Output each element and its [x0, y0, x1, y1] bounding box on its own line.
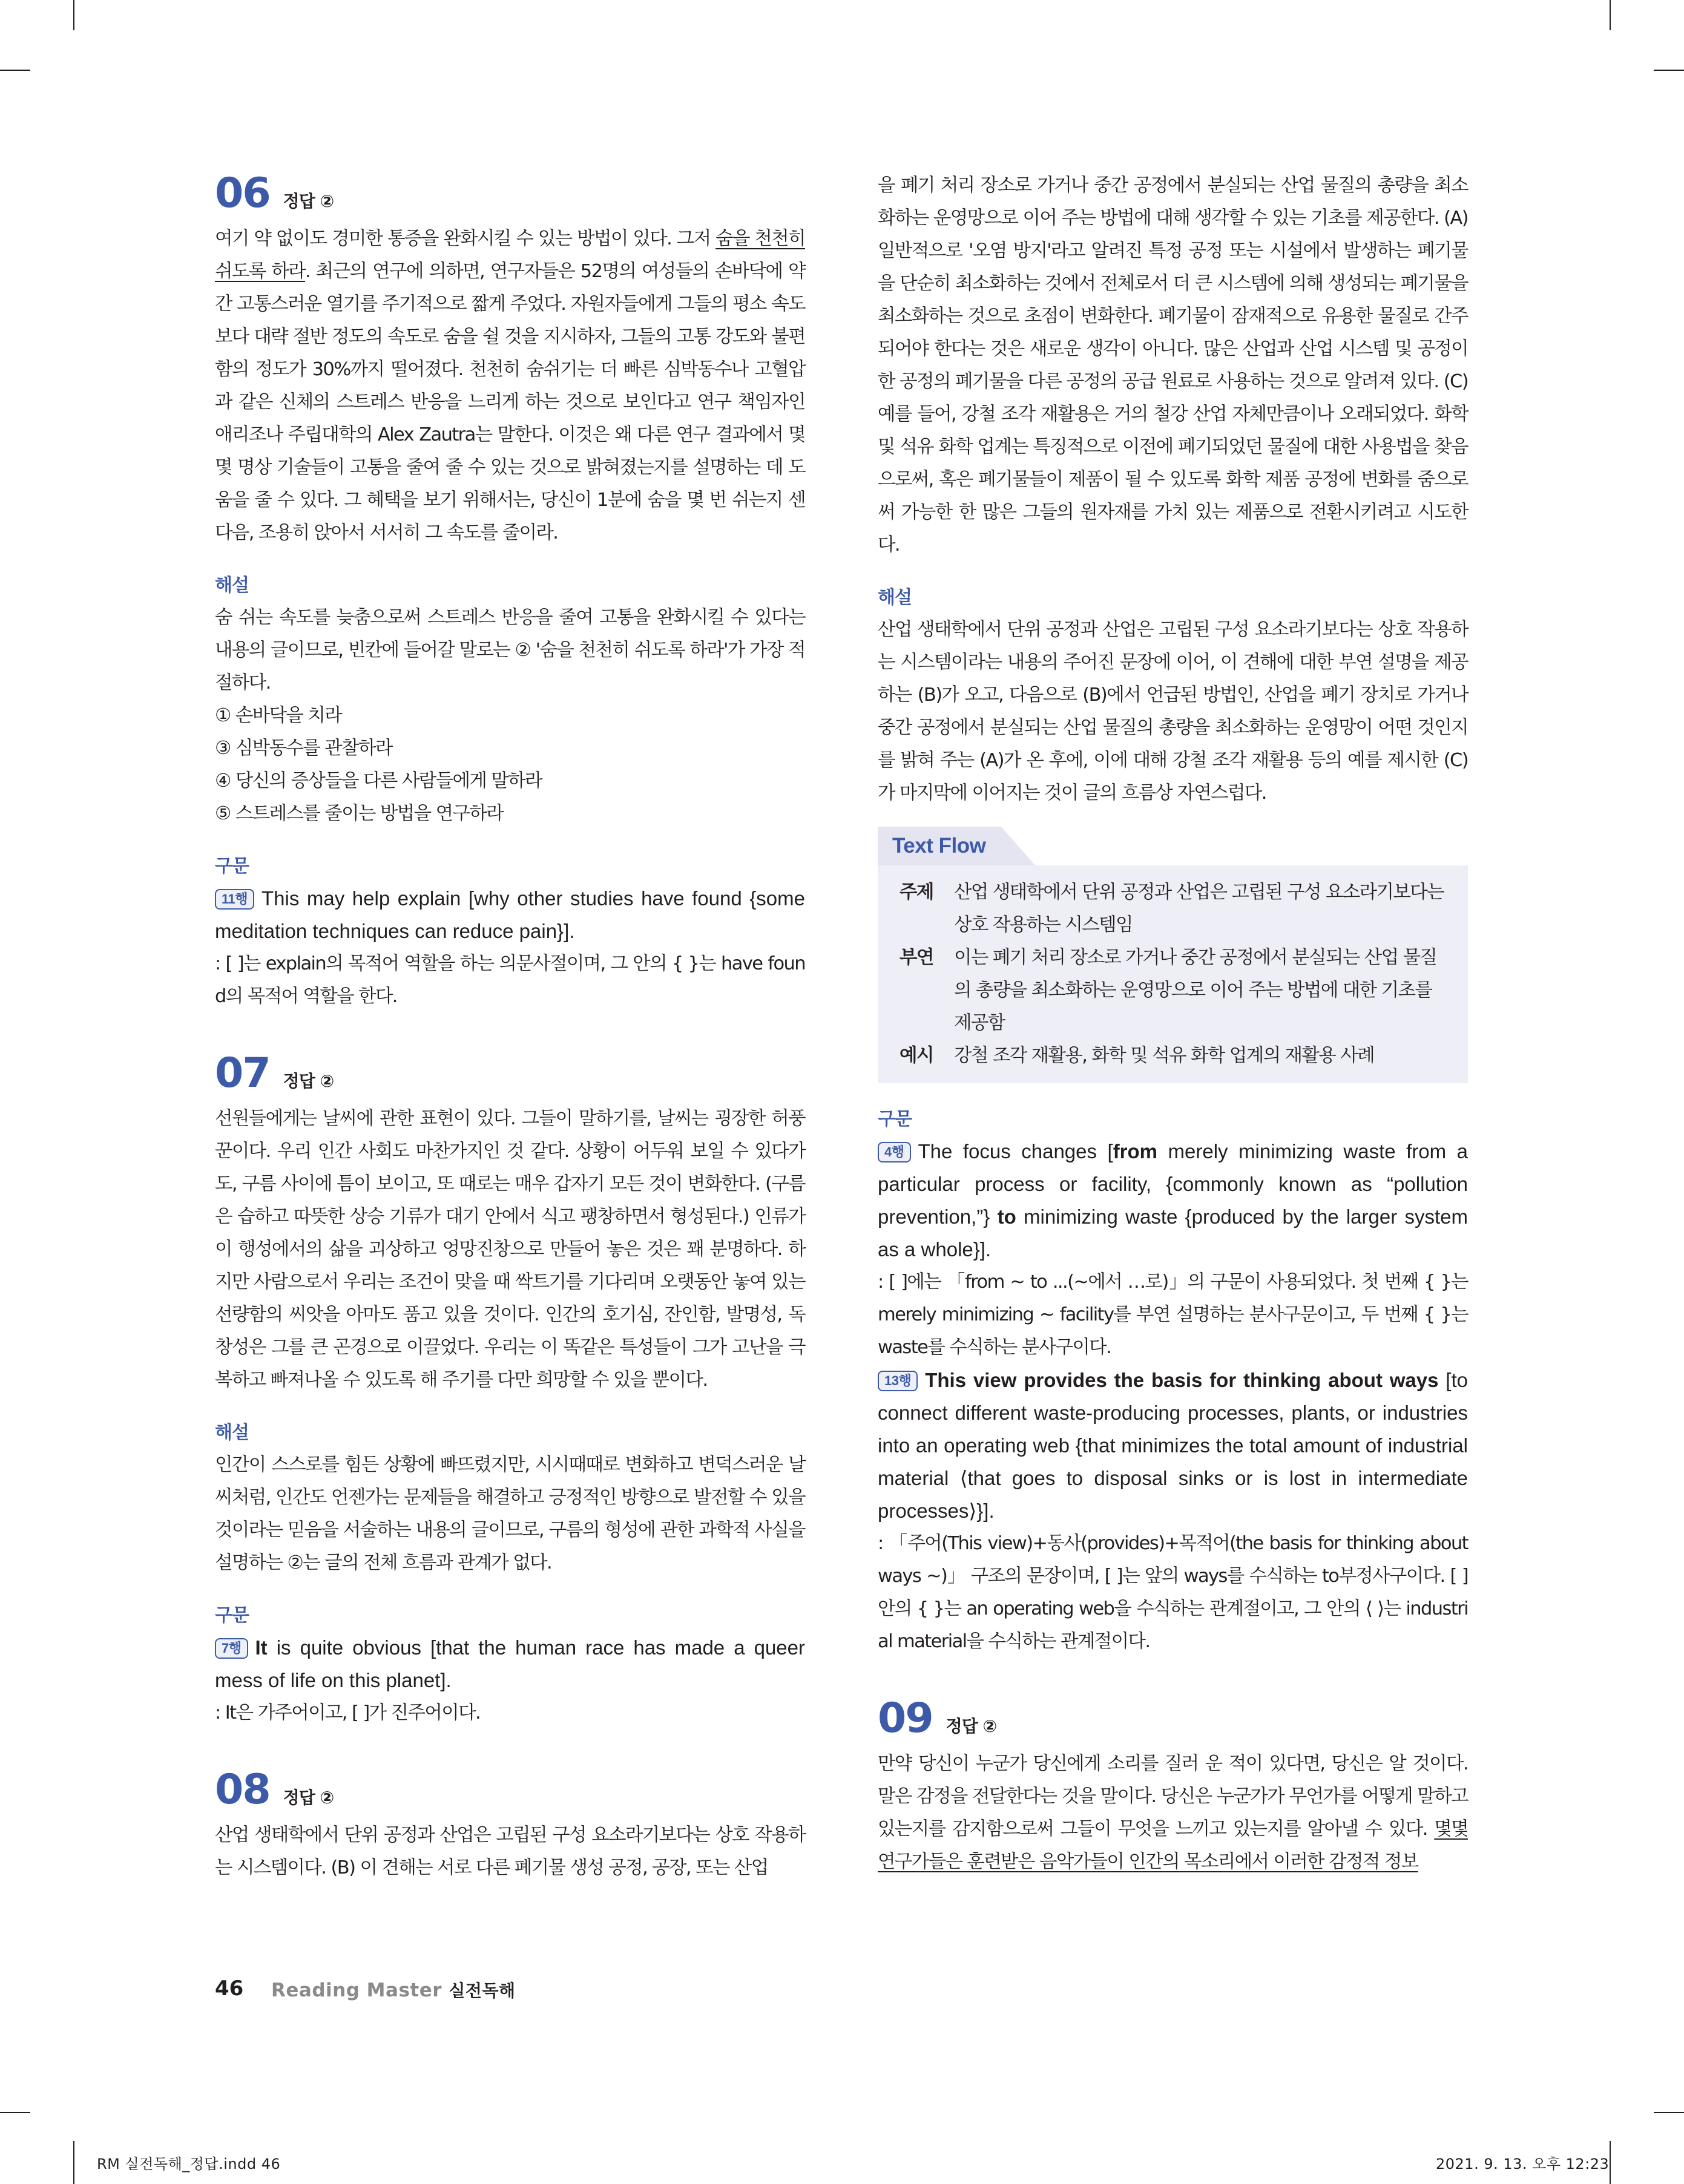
syntax-label: 구문 [215, 1605, 249, 1626]
text-flow-box [878, 827, 1468, 1083]
option-item: ① 손바닥을 치라 [215, 705, 342, 726]
crop-mark [1610, 0, 1611, 30]
line-badge: 11행 [215, 889, 254, 910]
left-column [215, 169, 805, 1884]
right-column [878, 169, 1468, 1878]
page-number: 46 [215, 1976, 244, 2001]
explanation-07: 인간이 스스로를 힘든 상황에 빠뜨렸지만, 시시때때로 변화하고 변덕스러운 날씨처럼, 인간도 언젠가는 문제들을 해결하고 긍정적인 방향으로 발전할 수 있을 것이라는 믿음을 서술하는 내용의 글이므로, 구름의 형성에 관한 과학적 사실을 설명하는 ②는 글의 전체 흐름과 관계가 없다. [215, 1454, 805, 1573]
answer-label: 정답 ② [283, 1071, 334, 1091]
answer-label: 정답 ② [946, 1716, 997, 1736]
option-item: ⑤ 스트레스를 줄이는 방법을 연구하라 [215, 803, 504, 824]
syntax-sentence: 4행 The focus changes [from merely minimizing waste from a particular process or facility, {commonly known as “pollution prevention,”} to minimizing waste {produced by the larger system as a whole}]. [878, 1140, 1468, 1261]
question-number: 09 [878, 1694, 933, 1742]
question-number: 08 [215, 1766, 270, 1814]
line-badge: 4행 [878, 1142, 911, 1163]
passage-06: 여기 약 없이도 경미한 통증을 완화시킬 수 있는 방법이 있다. 그저 숨을 천천히 쉬도록 하라. 최근의 연구에 의하면, 연구자들은 52명의 여성들의 손바닥에 약간 고통스러운 열기를 주기적으로 짧게 주었다. 자원자들에게 그들의 평소 속도보다 대략 절반 정도의 속도로 숨을 쉴 것을 지시하자, 그들의 고통 강도와 불편함의 정도가 30%까지 떨어졌다. 천천히 숨쉬기는 더 빠른 심박동수나 고혈압과 같은 신체의 스트레스 반응을 느리게 하는 것으로 보인다고 연구 책임자인 애리조나 주립대학의 Alex Zautra는 말한다. 이것은 왜 다른 연구 결과에서 몇몇 명상 기술들이 고통을 줄여 줄 수 있는 것으로 밝혀졌는지를 설명하는 데 도움을 줄 수 있다. 그 혜택을 보기 위해서는, 당신이 1분에 숨을 몇 번 쉬는지 센 다음, 조용히 앉아서 서서히 그 속도를 줄이라. [215, 228, 805, 543]
crop-mark [0, 70, 30, 71]
underlined-answer: 몇몇 연구가들은 훈련받은 음악가들이 인간의 목소리에서 이러한 감정적 정보 [878, 1818, 1468, 1872]
syntax-note: : 「주어(This view)+동사(provides)+목적어(the basis for thinking about ways ~)」 구조의 문장이며, [ ]는 앞의 ways를 수식하는 to부정사구이다. [ ] 안의 { }는 an operating web을 수식하는 관계절이고, 그 안의 ⟨ ⟩는 industrial material을 수식하는 관계절이다. [878, 1533, 1468, 1652]
crop-mark [1654, 2112, 1684, 2113]
explanation-label: 해설 [215, 1422, 249, 1443]
text-flow-row [900, 1040, 1446, 1072]
text-flow-row [900, 942, 1446, 1040]
question-number: 07 [215, 1049, 270, 1097]
text-flow-value: 산업 생태학에서 단위 공정과 산업은 고립된 구성 요소라기보다는 상호 작용하는 시스템임 [954, 882, 1444, 936]
line-badge: 7행 [215, 1638, 248, 1659]
option-item: ④ 당신의 증상들을 다른 사람들에게 말하라 [215, 770, 542, 792]
text-flow-key: 부연 [900, 947, 933, 968]
answer-label: 정답 ② [283, 191, 334, 211]
crop-mark [1610, 2141, 1611, 2184]
question-06-header [215, 169, 805, 218]
explanation-label: 해설 [215, 575, 249, 596]
text-flow-value: 이는 폐기 처리 장소로 가거나 중간 공정에서 분실되는 산업 물질의 총량을 최소화하는 운영망으로 이어 주는 방법에 대한 기초를 제공함 [954, 947, 1437, 1034]
syntax-note: : It은 가주어이고, [ ]가 진주어이다. [215, 1702, 481, 1723]
option-item: ③ 심박동수를 관찰하라 [215, 738, 392, 759]
print-slug-file: RM 실전독해_정답.indd 46 [97, 2156, 281, 2173]
passage-08-part2: 을 폐기 처리 장소로 가거나 중간 공정에서 분실되는 산업 물질의 총량을 최소화하는 운영망으로 이어 주는 방법에 대해 생각할 수 있는 기초를 제공한다. (A) 일반적으로 '오염 방지'라고 알려진 특정 공정 또는 시설에서 발생하는 폐기물을 단순히 최소화하는 것에서 전체로서 더 큰 시스템에 의해 생성되는 폐기물을 최소화하는 것으로 초점이 변화한다. 폐기물이 잠재적으로 유용한 물질로 간주되어야 한다는 것은 새로운 생각이 아니다. 많은 산업과 산업 시스템 및 공정이 한 공정의 폐기물을 다른 공정의 공급 원료로 사용하는 것으로 알려져 있다. (C) 예를 들어, 강철 조각 재활용은 거의 철강 산업 자체만큼이나 오래되었다. 화학 및 석유 화학 업계는 특징적으로 이전에 폐기되었던 물질에 대한 사용법을 찾음으로써, 혹은 폐기물들이 제품이 될 수 있도록 화학 제품 공정에 변화를 줌으로써 가능한 한 많은 그들의 원자재를 가치 있는 제품으로 전환시키려고 시도한다. [878, 175, 1468, 556]
passage-07: 선원들에게는 날씨에 관한 표현이 있다. 그들이 말하기를, 날씨는 굉장한 허풍꾼이다. 우리 인간 사회도 마찬가지인 것 같다. 상황이 어두워 보일 수 있다가도, 구름 사이에 틈이 보이고, 또 때로는 매우 갑자기 모든 것이 변화한다. (구름은 습하고 따뜻한 상승 기류가 대기 안에서 식고 팽창하면서 형성된다.) 인류가 이 행성에서의 삶을 괴상하고 엉망진창으로 만들어 놓은 것은 꽤 분명하다. 하지만 사람으로서 우리는 조건이 맞을 때 싹트기를 기다리며 오랫동안 놓여 있는 선량함의 씨앗을 아마도 품고 있을 것이다. 인간의 호기심, 잔인함, 발명성, 독창성은 그를 큰 곤경으로 이끌었다. 우리는 이 똑같은 특성들이 그가 고난을 극복하고 빠져나올 수 있도록 해 주기를 다만 희망할 수 있을 뿐이다. [215, 1108, 805, 1391]
text-flow-title: Text Flow [878, 827, 1001, 865]
passage-08-part1: 산업 생태학에서 단위 공정과 산업은 고립된 구성 요소라기보다는 상호 작용하는 시스템이다. (B) 이 견해는 서로 다른 폐기물 생성 공정, 공장, 또는 산업 [215, 1825, 805, 1878]
question-07-header [215, 1049, 805, 1098]
crop-mark [73, 0, 74, 30]
explanation-06: 숨 쉬는 속도를 늦춤으로써 스트레스 반응을 줄여 고통을 완화시킬 수 있다는 내용의 글이므로, 빈칸에 들어갈 말로는 ② '숨을 천천히 쉬도록 하라'가 가장 적절하다. [215, 607, 805, 694]
print-slug-date: 2021. 9. 13. 오후 12:23 [1436, 2156, 1610, 2173]
syntax-label: 구문 [878, 1109, 912, 1130]
syntax-note: : [ ]에는 「from ~ to ...(~에서 …로)」의 구문이 사용되었다. 첫 번째 { }는 merely minimizing ~ facility를 부연 설명하는 분사구문이고, 두 번째 { }는 waste를 수식하는 분사구이다. [878, 1271, 1468, 1358]
text-flow-key: 예시 [900, 1045, 933, 1066]
passage-09: 만약 당신이 누군가 당신에게 소리를 질러 운 적이 있다면, 당신은 알 것이다. 말은 감정을 전달한다는 것을 말이다. 당신은 누군가가 무언가를 어떻게 말하고 있는지를 감지함으로써 그들이 무엇을 느끼고 있는지를 알아낼 수 있다. 몇몇 연구가들은 훈련받은 음악가들이 인간의 목소리에서 이러한 감정적 정보 [878, 1753, 1468, 1872]
explanation-08: 산업 생태학에서 단위 공정과 산업은 고립된 구성 요소라기보다는 상호 작용하는 시스템이라는 내용의 주어진 문장에 이어, 이 견해에 대한 부연 설명을 제공하는 (B)가 오고, 다음으로 (B)에서 언급된 방법인, 산업을 폐기 장치로 가거나 중간 공정에서 분실되는 산업 물질의 총량을 최소화하는 운영망이 어떤 것인지를 밝혀 주는 (A)가 온 후에, 이에 대해 강철 조각 재활용 등의 예를 제시한 (C)가 마지막에 이어지는 것이 글의 흐름상 자연스럽다. [878, 619, 1468, 804]
syntax-note: : [ ]는 explain의 목적어 역할을 하는 의문사절이며, 그 안의 { }는 have found의 목적어 역할을 한다. [215, 953, 805, 1007]
question-09-header [878, 1694, 1468, 1743]
text-flow-row [900, 876, 1446, 942]
crop-mark [1654, 70, 1684, 71]
explanation-label: 해설 [878, 587, 912, 608]
syntax-label: 구문 [215, 856, 249, 877]
question-08-header [215, 1766, 805, 1814]
text-flow-key: 주제 [900, 882, 933, 903]
underlined-answer: 숨을 천천히 쉬도록 하라 [215, 228, 805, 282]
book-title: Reading Master 실전독해 [271, 1979, 516, 2001]
question-number: 06 [215, 169, 270, 217]
text-flow-value: 강철 조각 재활용, 화학 및 석유 화학 업계의 재활용 사례 [954, 1045, 1374, 1066]
syntax-sentence: 11행 This may help explain [why other studies have found {some meditation techniques can reduce pain}]. [215, 887, 805, 942]
crop-mark [73, 2141, 74, 2184]
syntax-sentence: 13행 This view provides the basis for thinking about ways [to connect different waste-producing processes, plants, or industries into an operating web {that minimizes the total amount of industrial material ⟨that goes to disposal sinks or is lost in intermediate processes⟩}]. [878, 1369, 1468, 1522]
line-badge: 13행 [878, 1371, 918, 1391]
crop-mark [0, 2112, 30, 2113]
text-flow-body [878, 865, 1468, 1083]
answer-label: 정답 ② [283, 1788, 334, 1808]
syntax-sentence: 7행 It is quite obvious [that the human race has made a queer mess of life on this planet]. [215, 1636, 805, 1691]
